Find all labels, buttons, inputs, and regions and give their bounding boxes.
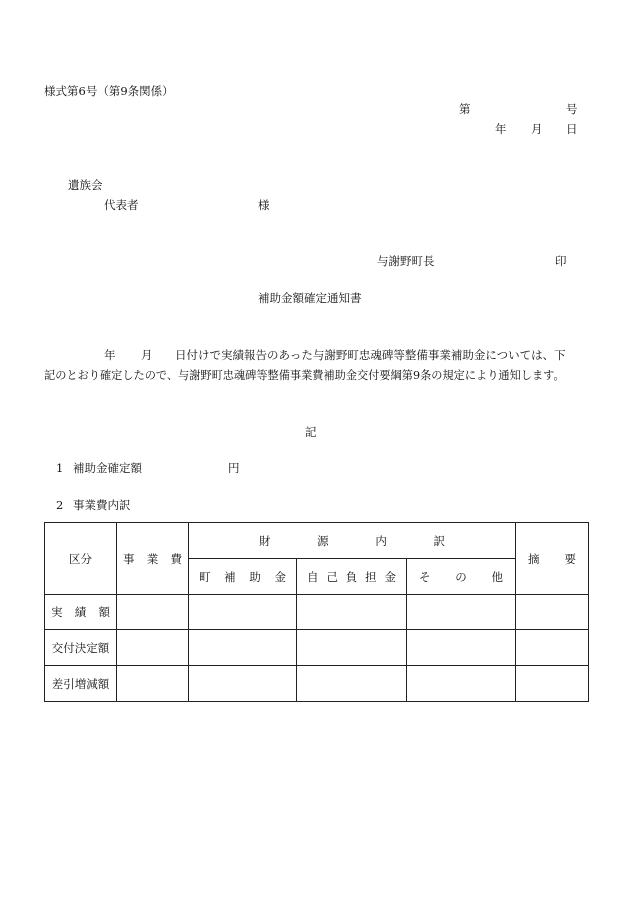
cell-empty bbox=[189, 630, 297, 666]
header-kubun: 区分 bbox=[45, 523, 117, 595]
body-line1: 日付けで実績報告のあった与謝野町忠魂碑等整備事業補助金については、下 bbox=[175, 348, 566, 362]
recipient-honorific: 様 bbox=[258, 198, 270, 212]
item2-number: 2 bbox=[56, 498, 64, 512]
issuer-seal: 印 bbox=[555, 254, 567, 268]
item1-label: 補助金確定額 bbox=[73, 461, 142, 475]
body-year: 年 bbox=[104, 348, 116, 362]
cell-empty bbox=[297, 666, 407, 702]
table-row bbox=[45, 666, 589, 702]
date-year: 年 bbox=[495, 122, 507, 136]
header-tekiyo: 摘 要 bbox=[516, 523, 589, 595]
issuer-title: 与謝野町長 bbox=[377, 254, 435, 268]
row-label-sashihiki: 差引増減額 bbox=[45, 666, 117, 702]
cell-empty bbox=[189, 595, 297, 630]
header-self-burden: 自 己 負 担 金 bbox=[297, 559, 407, 595]
body-month: 月 bbox=[141, 348, 153, 362]
document-title: 補助金額確定通知書 bbox=[258, 291, 362, 305]
recipient-rep-label: 代表者 bbox=[104, 198, 139, 212]
cell-empty bbox=[117, 630, 189, 666]
form-label: 様式第6号（第9条関係） bbox=[44, 84, 174, 98]
header-town-subsidy: 町 補 助 金 bbox=[189, 559, 297, 595]
item1-unit: 円 bbox=[228, 461, 240, 475]
cell-empty bbox=[407, 630, 516, 666]
cell-empty bbox=[297, 630, 407, 666]
doc-number-prefix: 第 bbox=[459, 102, 471, 116]
header-zaigen: 財 源 内 訳 bbox=[189, 523, 516, 559]
expense-breakdown-table bbox=[44, 522, 589, 702]
recipient-org: 遺族会 bbox=[68, 178, 103, 192]
cell-empty bbox=[516, 630, 589, 666]
table-row bbox=[45, 595, 589, 630]
item2-label: 事業費内訳 bbox=[73, 498, 131, 512]
table-row bbox=[45, 630, 589, 666]
cell-empty bbox=[117, 666, 189, 702]
doc-number-suffix: 号 bbox=[566, 102, 578, 116]
cell-empty bbox=[407, 595, 516, 630]
cell-empty bbox=[407, 666, 516, 702]
cell-empty bbox=[516, 666, 589, 702]
date-month: 月 bbox=[531, 122, 543, 136]
row-label-jisseki: 実 績 額 bbox=[45, 595, 117, 630]
ki-label: 記 bbox=[305, 425, 317, 439]
item1-number: 1 bbox=[56, 461, 64, 475]
cell-empty bbox=[297, 595, 407, 630]
cell-empty bbox=[117, 595, 189, 630]
cell-empty bbox=[516, 595, 589, 630]
header-other: そ の 他 bbox=[407, 559, 516, 595]
body-line2: 記のとおり確定したので、与謝野町忠魂碑等整備事業費補助金交付要綱第9条の規定により通知します。 bbox=[44, 369, 565, 382]
date-day: 日 bbox=[566, 122, 578, 136]
cell-empty bbox=[189, 666, 297, 702]
row-label-kofu: 交付決定額 bbox=[45, 630, 117, 666]
header-jigyohi: 事 業 費 bbox=[117, 523, 189, 595]
